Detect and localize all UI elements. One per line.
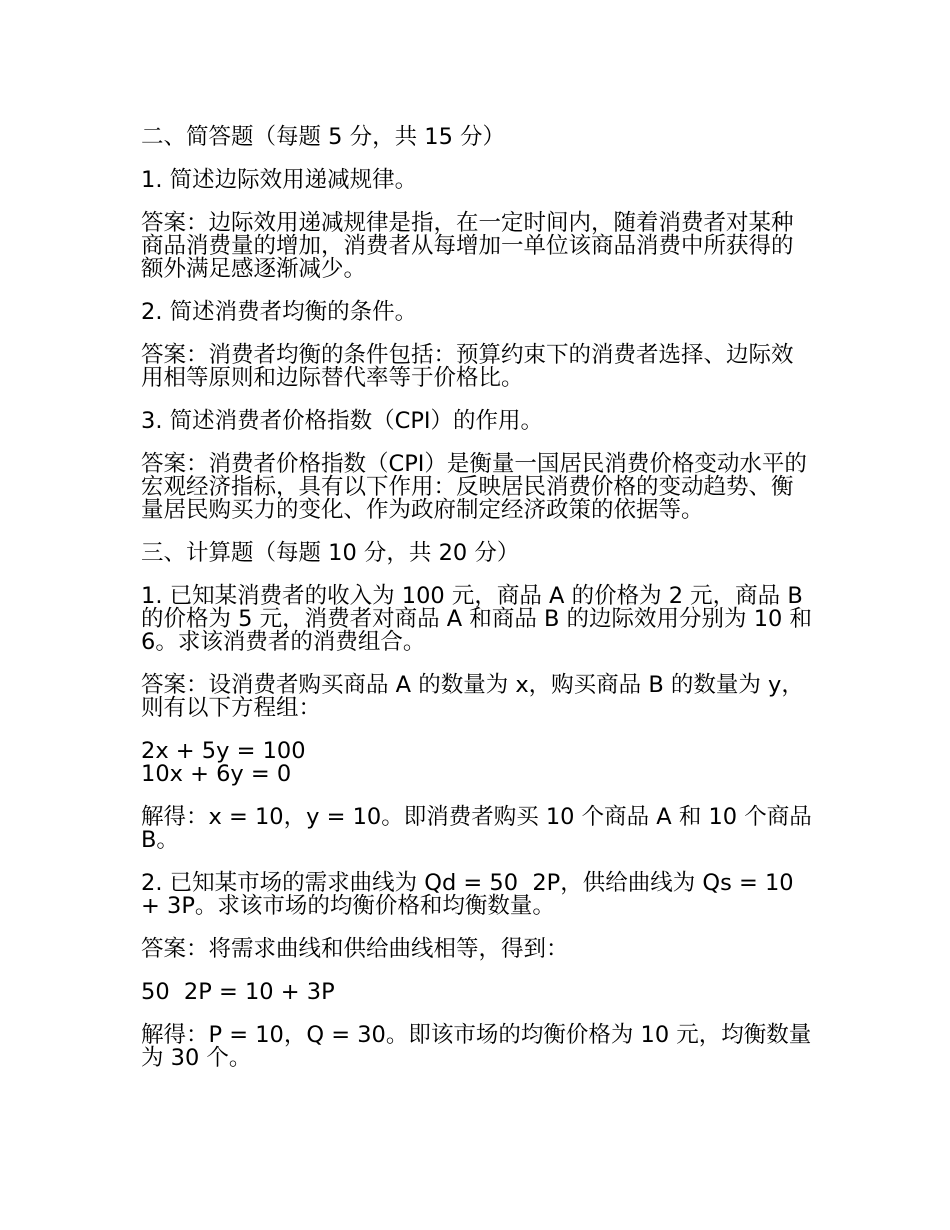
calc-question-1: 1. 已知某消费者的收入为 100 元，商品 A 的价格为 2 元，商品 B 的价格为 5 元，消费者对商品 A 和商品 B 的边际效用分别为 10 和 6。求该消费者的消费组合。 xyxy=(141,583,820,655)
document-body xyxy=(141,124,820,1090)
calc-answer-2-equation: 50 2P = 10 + 3P xyxy=(141,979,335,1005)
section-heading-calculation: 三、计算题（每题 10 分，共 20 分） xyxy=(141,540,520,566)
calc-answer-1-intro: 答案：设消费者购买商品 A 的数量为 x，购买商品 B 的数量为 y，则有以下方程组： xyxy=(141,672,804,721)
question-1: 1. 简述边际效用递减规律。 xyxy=(141,167,418,193)
calc-answer-2-intro: 答案：将需求曲线和供给曲线相等，得到： xyxy=(141,936,569,962)
question-3: 3. 简述消费者价格指数（CPI）的作用。 xyxy=(141,408,544,434)
answer-3: 答案：消费者价格指数（CPI）是衡量一国居民消费价格变动水平的宏观经济指标，具有以下作用：反映居民消费价格的变动趋势、衡量居民购买力的变化、作为政府制定经济政策的依据等。 xyxy=(141,451,807,523)
calc-answer-1-solution: 解得：x = 10，y = 10。即消费者购买 10 个商品 A 和 10 个商品 B。 xyxy=(141,804,819,853)
answer-2: 答案：消费者均衡的条件包括：预算约束下的消费者选择、边际效用相等原则和边际替代率等于价格比。 xyxy=(141,342,794,391)
question-2: 2. 简述消费者均衡的条件。 xyxy=(141,299,418,325)
section-heading-short-answer: 二、简答题（每题 5 分，共 15 分） xyxy=(141,124,506,150)
calc-answer-2-solution: 解得：P = 10，Q = 30。即该市场的均衡价格为 10 元，均衡数量为 30 个。 xyxy=(141,1022,812,1071)
answer-1: 答案：边际效用递减规律是指，在一定时间内，随着消费者对某种商品消费量的增加，消费者从每增加一单位该商品消费中所获得的额外满足感逐渐减少。 xyxy=(141,210,794,282)
calc-answer-1-equations: 2x + 5y = 100 10x + 6y = 0 xyxy=(141,738,306,787)
calc-question-2: 2. 已知某市场的需求曲线为 Qd = 50 2P，供给曲线为 Qs = 10 + 3P。求该市场的均衡价格和均衡数量。 xyxy=(141,870,801,919)
